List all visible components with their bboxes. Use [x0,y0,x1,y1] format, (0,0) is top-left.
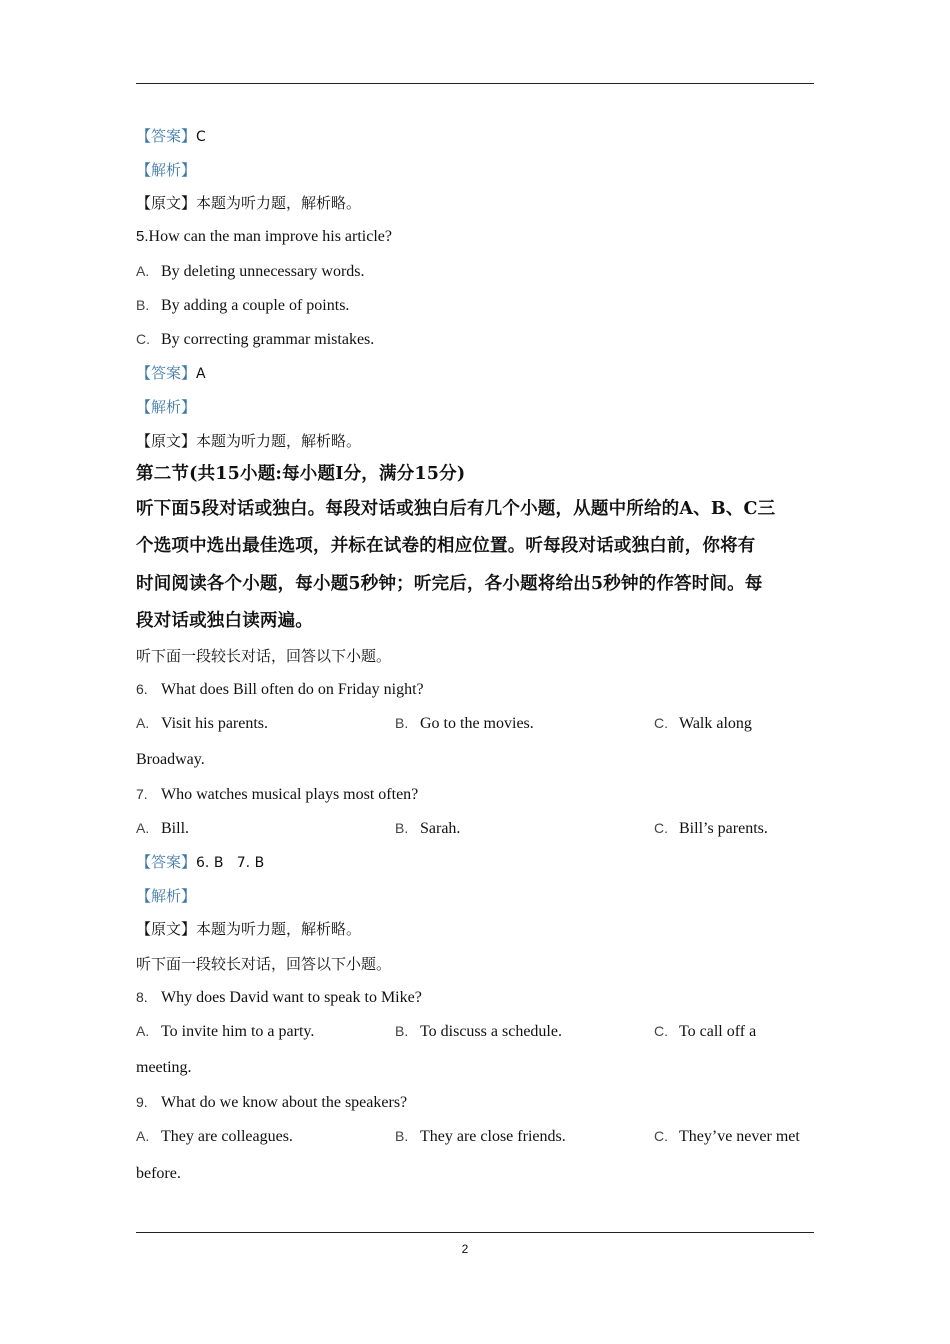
footer-rule [136,1232,814,1233]
analysis-tag: 【解析】 [136,398,197,416]
question-number: 5. [136,228,149,245]
page-number: 2 [461,1242,469,1256]
question-7 [136,784,418,805]
option-b [395,1021,562,1042]
answer-line [136,126,206,147]
dialog-intro: 听下面一段较长对话，回答以下小题。 [136,647,392,665]
question-text: Who watches musical plays most often? [161,786,419,803]
option-text: They are colleagues. [161,1128,293,1145]
answer-tag: 【答案】 [136,127,197,145]
source-line [136,919,361,940]
option-letter: C. [136,331,150,347]
option-letter: C. [654,1128,668,1144]
option-letter: B. [395,715,409,731]
option-b [395,713,534,734]
option-text: By adding a couple of points. [161,297,350,314]
option-letter: B. [395,820,409,836]
question-text: How can the man improve his article? [148,228,392,245]
option-c-wrap: Broadway. [136,751,205,768]
option-text: They are close friends. [420,1128,566,1145]
option-a [136,1021,314,1042]
option-letter: C. [654,1023,668,1039]
answer-tag: 【答案】 [136,364,197,382]
option-letter: A. [136,820,150,836]
option-letter: A. [136,1128,150,1144]
option-letter: C. [654,715,668,731]
option-a [136,1126,293,1147]
option-c-wrap: before. [136,1165,181,1182]
option-letter: A. [136,1023,150,1039]
option-a [136,818,189,839]
option-c [654,818,768,839]
source-line [136,193,361,214]
source-text: 本题为听力题，解析略。 [196,194,362,212]
option-letter: A. [136,263,150,279]
analysis-line [136,886,196,907]
source-tag: 【原文】 [136,194,197,212]
section-instructions-line-4: 段对话或独白读两遍。 [136,611,313,631]
analysis-tag: 【解析】 [136,161,197,179]
option-letter: B. [395,1128,409,1144]
source-tag: 【原文】 [136,920,197,938]
question-text: Why does David want to speak to Mike? [161,989,422,1006]
question-number: 8. [136,989,148,1005]
option-text: To invite him to a party. [161,1023,315,1040]
answer-value: 6. B 7. B [196,855,265,871]
question-9 [136,1092,407,1113]
answer-value: A [196,366,206,382]
question-number: 9. [136,1094,148,1110]
header-rule [136,83,814,84]
answer-tag: 【答案】 [136,853,197,871]
source-text: 本题为听力题，解析略。 [196,920,362,938]
option-letter: C. [654,820,668,836]
option-b [395,1126,566,1147]
question-6 [136,679,424,700]
option-c [654,1021,756,1042]
section-instructions-line-1: 听下面5段对话或独白。每段对话或独白后有几个小题，从题中所给的A、B、C三 [136,499,776,519]
option-c [136,329,374,350]
source-text: 本题为听力题，解析略。 [196,432,362,450]
section-instructions-line-3: 时间阅读各个小题，每小题5秒钟；听完后，各小题将给出5秒钟的作答时间。每 [136,574,763,594]
option-text: By deleting unnecessary words. [161,263,365,280]
section-title: 第二节(共15小题:每小题I分，满分15分) [136,464,466,484]
question-number: 6. [136,681,148,697]
option-text: To discuss a schedule. [420,1023,562,1040]
option-text: To call off a [679,1023,757,1040]
section-instructions-line-2: 个选项中选出最佳选项，并标在试卷的相应位置。听每段对话或独白前，你将有 [136,536,756,556]
answer-line [136,852,264,873]
option-text: Visit his parents. [161,715,269,732]
question-text: What do we know about the speakers? [161,1094,408,1111]
option-c [654,1126,800,1147]
source-tag: 【原文】 [136,432,197,450]
question-5 [136,227,392,247]
question-8 [136,987,422,1008]
answer-line [136,363,206,384]
option-text: Bill. [161,820,190,837]
analysis-tag: 【解析】 [136,887,197,905]
option-letter: A. [136,715,150,731]
analysis-line [136,397,196,418]
option-b [136,295,349,316]
option-c [654,713,752,734]
answer-value: C [196,129,206,145]
option-text: By correcting grammar mistakes. [161,331,375,348]
option-text: Go to the movies. [420,715,534,732]
question-number: 7. [136,786,148,802]
option-text: Bill’s parents. [679,820,768,837]
analysis-line [136,160,196,181]
question-text: What does Bill often do on Friday night? [161,681,424,698]
option-letter: B. [395,1023,409,1039]
option-a [136,261,365,282]
option-text: Walk along [679,715,752,732]
option-c-wrap: meeting. [136,1059,192,1076]
option-text: Sarah. [420,820,461,837]
dialog-intro: 听下面一段较长对话，回答以下小题。 [136,955,392,973]
option-a [136,713,268,734]
option-b [395,818,460,839]
option-letter: B. [136,297,150,313]
source-line [136,431,361,452]
option-text: They’ve never met [679,1128,800,1145]
